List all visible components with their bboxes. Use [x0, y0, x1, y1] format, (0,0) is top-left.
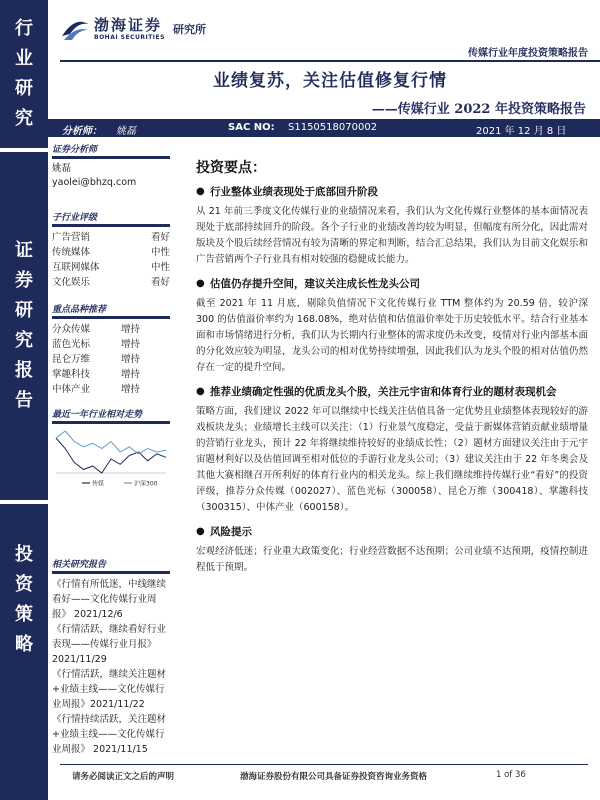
pick-row-name: 分众传媒 [52, 324, 91, 335]
trend-series-line [56, 431, 166, 454]
trend-series-line [56, 438, 166, 473]
left-sidebar [0, 0, 48, 800]
sidebar-char: 研 [15, 78, 33, 99]
analyst-section-heading: 证券分析师 [52, 142, 170, 159]
sidebar-divider [0, 500, 48, 504]
sidebar-label-securities-report [0, 236, 48, 416]
bullet-icon: ● [196, 278, 205, 289]
pick-row-rating: 增持 [120, 384, 140, 395]
relative-trend-chart [52, 427, 170, 487]
bullet-icon: ● [196, 186, 205, 197]
highlight-heading [196, 384, 588, 400]
rating-row-name: 传统媒体 [52, 247, 91, 258]
institute-label: 研究所 [172, 23, 206, 36]
logo-chinese-name: 渤海证券 [94, 15, 163, 34]
rating-row [52, 245, 170, 260]
analyst-label: 分析师： [62, 126, 102, 137]
rating-row-name: 广告营销 [52, 232, 91, 243]
rating-row-rating: 看好 [150, 277, 170, 288]
sidebar-char: 究 [15, 108, 33, 129]
sac-number: S1150518070002 [288, 122, 378, 133]
highlights-heading: 投资要点： [196, 160, 266, 176]
sidebar-char: 证 [15, 240, 33, 261]
trend-chart-svg [52, 427, 170, 487]
rating-row [52, 230, 170, 245]
sidebar-char: 资 [15, 574, 33, 595]
sidebar-char: 略 [15, 634, 33, 655]
left-info-column [52, 142, 170, 762]
footer-qualification: 渤海证券股份有限公司具备证券投资咨询业务资格 [240, 772, 428, 782]
analyst-email[interactable]: yaolei@bhzq.com [52, 177, 137, 188]
company-logo [60, 14, 206, 44]
related-report-link[interactable]: 《行情持续活跃，关注题材+业绩主线——文化传媒行业周报》 2021/11/15 [52, 714, 167, 755]
rating-row-rating: 看好 [150, 232, 170, 243]
sidebar-char: 研 [15, 300, 33, 321]
highlight-title: 行业整体业绩表现处于底部回升阶段 [210, 186, 378, 198]
analyst-name: 姚磊 [116, 126, 136, 137]
highlight-title: 估值仍存提升空间，建议关注成长性龙头公司 [210, 278, 420, 290]
title-block [60, 64, 600, 120]
related-section-heading: 相关研究报告 [52, 557, 170, 574]
highlight-heading [196, 184, 588, 200]
trend-section-heading: 最近一年行业相对走势 [52, 407, 170, 424]
bullet-icon: ● [196, 386, 205, 397]
sidebar-char: 报 [15, 360, 33, 381]
sidebar-label-investment-strategy [0, 540, 48, 660]
sidebar-char: 业 [15, 48, 33, 69]
pick-row-rating: 增持 [120, 354, 140, 365]
pick-row [52, 382, 170, 397]
pick-row-rating: 增持 [120, 369, 140, 380]
highlight-body: 从 21 年前三季度文化传媒行业的业绩情况来看，我们认为文化传媒行业整体的基本面情况表现处于底部持续回升的阶段。各个子行业的业绩改善均较为明显，但幅度有所分化，因此需对版块及个股后续经营情况有较为清晰的界定和判断，结合汇总结果，我们认为目前文化娱乐和广告营销两个子行业具有相对较强的稳健成长能力。 [196, 206, 588, 265]
sidebar-char: 策 [15, 604, 33, 625]
bullet-icon: ● [196, 526, 205, 537]
pick-row [52, 352, 170, 367]
rating-row [52, 260, 170, 275]
page-number: 1 of 36 [496, 770, 526, 780]
logo-english-name: BOHAI SECURITIES [94, 33, 165, 41]
pick-row-name: 蓝色光标 [52, 339, 91, 350]
sidebar-char: 券 [15, 270, 33, 291]
highlight-heading [196, 524, 588, 540]
analyst-info-bar [48, 119, 600, 137]
legend-label: 传媒 [92, 480, 105, 487]
report-title: 业绩复苏，关注估值修复行情 [213, 71, 447, 91]
analyst-contact-name: 姚磊 [52, 163, 72, 174]
pick-row-name: 中体产业 [52, 384, 91, 395]
page-header [48, 0, 600, 66]
report-type: 传媒行业年度投资策略报告 [468, 48, 588, 59]
highlight-heading [196, 276, 588, 292]
sidebar-char: 告 [15, 390, 33, 411]
bohai-logo-icon [60, 14, 90, 44]
rating-row-rating: 中性 [150, 262, 170, 273]
legend-label: 沪深300 [134, 480, 158, 487]
investment-highlights [196, 160, 588, 576]
pick-row-rating: 增持 [120, 324, 140, 335]
highlights-points [196, 184, 588, 576]
rating-row [52, 275, 170, 290]
footer-rule [60, 764, 588, 765]
related-report-link[interactable]: 《行情有所低迷，中线继续看好——文化传媒行业周报》 2021/12/6 [52, 579, 167, 620]
report-subtitle: ——传媒行业 2022 年投资策略报告 [371, 102, 586, 117]
pick-row-rating: 增持 [120, 339, 140, 350]
rating-row-name: 互联网媒体 [52, 262, 100, 273]
pick-row-name: 昆仑万维 [52, 354, 91, 365]
pick-row [52, 337, 170, 352]
footer-disclaimer: 请务必阅读正文之后的声明 [72, 772, 175, 782]
pick-row [52, 367, 170, 382]
pick-row-name: 掌趣科技 [52, 369, 91, 380]
sidebar-divider [0, 148, 48, 152]
sac-label: SAC NO: [228, 122, 275, 133]
report-date: 2021 年 12 月 8 日 [476, 126, 567, 137]
highlight-title: 风险提示 [210, 526, 252, 538]
rating-section-heading: 子行业评级 [52, 210, 170, 227]
sidebar-char: 行 [15, 18, 33, 39]
stock-picks-list [52, 322, 170, 397]
picks-section-heading: 重点品种推荐 [52, 302, 170, 319]
highlight-body: 截至 2021 年 11 月底，剔除负值情况下文化传媒行业 TTM 整体约为 20.59 倍，较沪深 300 的估值溢价率约为 168.08%，绝对估值和估值溢价率处于历史较低水平。结合行业基本面和市场情绪进行分析，我们认为长期内行业整体的需求度仍未改变，疫情对行业内部基本面的分化效应较为明显，龙头公司的相对优势持续增强，因此我们认为龙头个股的相对估值仍然存在一定的提升空间。 [196, 298, 588, 373]
rating-row-rating: 中性 [150, 247, 170, 258]
sidebar-char: 投 [15, 544, 33, 565]
related-report-link[interactable]: 《行情活跃，继续看好行业表现——传媒行业月报》 2021/11/29 [52, 624, 167, 665]
highlight-body: 策略方面，我们建议 2022 年可以继续中长线关注估值具备一定优势且业绩整体表现较好的游戏板块龙头；业绩增长主线可以关注：（1）行业景气度稳定，受益于新媒体营销贡献业绩增量的营销行业龙头，预计 22 年将继续维持较好的业绩成长性；（2）题材方面建议关注由于元宇宙题材利好以及估值回调至相对低位的手游行业龙头公司；（3）建议关注由于 22 年冬奥会及其他大赛相继召开所利好的体育行业内的相关龙头。综上我们继续维持传媒行业“看好”的投资评级，推荐分众传媒（002027）、蓝色光标（300058）、昆仑万维（300418）、掌趣科技（300315）、中体产业（600158）。 [196, 406, 588, 513]
sidebar-label-industry-research [0, 14, 48, 134]
highlight-title: 推荐业绩确定性强的优质龙头个股，关注元宇宙和体育行业的题材表现机会 [210, 386, 557, 398]
rating-row-name: 文化娱乐 [52, 277, 91, 288]
subindustry-ratings-list [52, 230, 170, 290]
related-report-link[interactable]: 《行情活跃，继续关注题材+业绩主线——文化传媒行业周报》2021/11/22 [52, 669, 167, 710]
header-rule [60, 60, 600, 62]
pick-row [52, 322, 170, 337]
sidebar-char: 究 [15, 330, 33, 351]
highlight-body: 宏观经济低迷；行业重大政策变化；行业经营数据不达预期；公司业绩不达预期，疫情控制进程低于预期。 [196, 546, 588, 573]
related-reports-list [52, 577, 170, 757]
